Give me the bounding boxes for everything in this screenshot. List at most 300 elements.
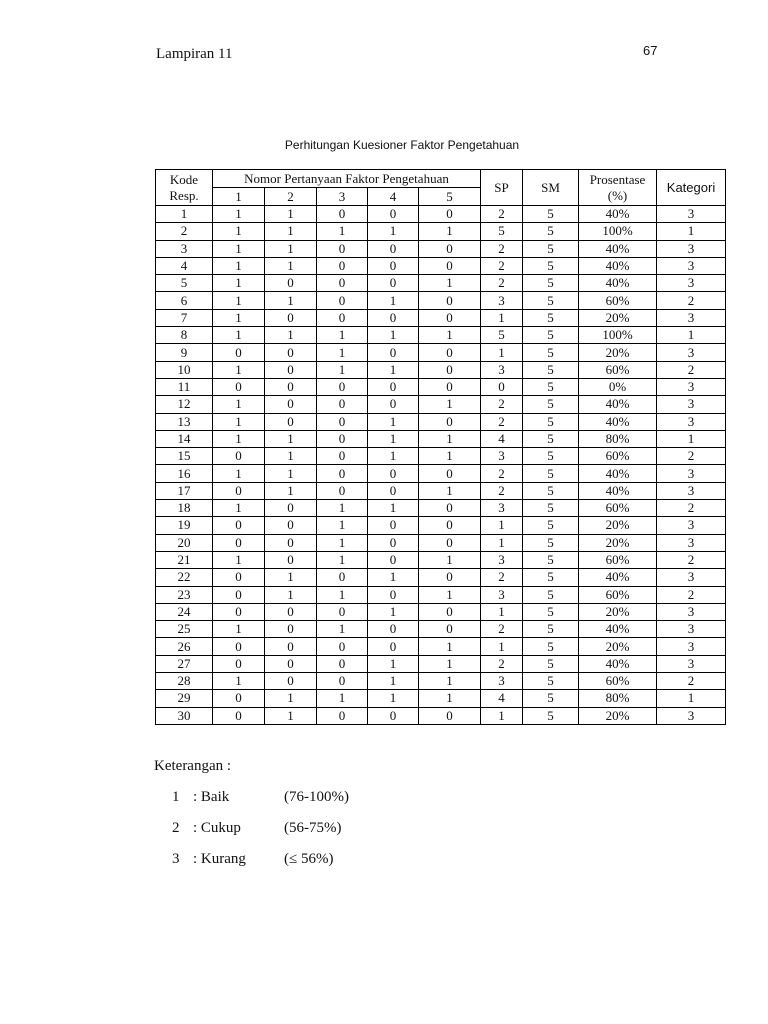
cell-q3: 1: [317, 551, 368, 568]
cell-kode: 1: [156, 206, 213, 223]
cell-prosentase: 20%: [579, 707, 657, 724]
cell-q3: 0: [317, 673, 368, 690]
cell-q2: 0: [265, 534, 317, 551]
table-row: [156, 361, 726, 378]
cell-kategori: 1: [657, 430, 726, 447]
cell-q5: 1: [419, 430, 481, 447]
cell-q4: 1: [368, 673, 419, 690]
cell-sp: 2: [481, 655, 523, 672]
cell-sp: 1: [481, 638, 523, 655]
cell-sm: 5: [523, 534, 579, 551]
cell-q4: 1: [368, 292, 419, 309]
cell-sm: 5: [523, 638, 579, 655]
cell-sm: 5: [523, 517, 579, 534]
cell-sp: 2: [481, 240, 523, 257]
cell-sp: 2: [481, 257, 523, 274]
cell-kode: 20: [156, 534, 213, 551]
cell-prosentase: 40%: [579, 413, 657, 430]
cell-kategori: 3: [657, 275, 726, 292]
table-row: [156, 655, 726, 672]
cell-q4: 0: [368, 465, 419, 482]
cell-q1: 1: [213, 430, 265, 447]
cell-q5: 0: [419, 500, 481, 517]
cell-kategori: 3: [657, 482, 726, 499]
legend-label: : Kurang: [193, 851, 246, 867]
cell-q3: 0: [317, 275, 368, 292]
cell-q2: 0: [265, 275, 317, 292]
cell-prosentase: 60%: [579, 500, 657, 517]
cell-prosentase: 40%: [579, 569, 657, 586]
cell-q5: 1: [419, 396, 481, 413]
cell-q2: 0: [265, 638, 317, 655]
table-row: [156, 638, 726, 655]
cell-q5: 0: [419, 621, 481, 638]
table-row: [156, 551, 726, 568]
table-row: [156, 586, 726, 603]
cell-prosentase: 40%: [579, 396, 657, 413]
cell-kategori: 1: [657, 690, 726, 707]
cell-prosentase: 40%: [579, 257, 657, 274]
cell-prosentase: 20%: [579, 534, 657, 551]
cell-q3: 0: [317, 396, 368, 413]
cell-q4: 0: [368, 378, 419, 395]
cell-sp: 4: [481, 690, 523, 707]
cell-q2: 1: [265, 569, 317, 586]
cell-prosentase: 40%: [579, 621, 657, 638]
cell-q3: 0: [317, 378, 368, 395]
cell-q2: 1: [265, 206, 317, 223]
table-row: [156, 275, 726, 292]
cell-q5: 1: [419, 448, 481, 465]
cell-kategori: 2: [657, 448, 726, 465]
cell-kode: 23: [156, 586, 213, 603]
cell-kode: 16: [156, 465, 213, 482]
cell-q3: 0: [317, 206, 368, 223]
cell-q2: 0: [265, 413, 317, 430]
cell-sm: 5: [523, 309, 579, 326]
cell-sp: 5: [481, 327, 523, 344]
table-row: [156, 569, 726, 586]
cell-q3: 1: [317, 621, 368, 638]
cell-sm: 5: [523, 690, 579, 707]
header-q2: 2: [265, 188, 317, 206]
cell-prosentase: 40%: [579, 275, 657, 292]
cell-q2: 1: [265, 257, 317, 274]
cell-sm: 5: [523, 551, 579, 568]
cell-kategori: 3: [657, 378, 726, 395]
cell-sp: 3: [481, 361, 523, 378]
cell-q4: 0: [368, 257, 419, 274]
cell-q2: 0: [265, 309, 317, 326]
cell-q2: 0: [265, 396, 317, 413]
cell-q3: 0: [317, 569, 368, 586]
cell-kode: 13: [156, 413, 213, 430]
table-row: [156, 327, 726, 344]
cell-q4: 1: [368, 413, 419, 430]
header-kode-line2: Resp.: [169, 187, 199, 203]
cell-q1: 1: [213, 551, 265, 568]
cell-q2: 0: [265, 344, 317, 361]
cell-q2: 1: [265, 292, 317, 309]
cell-prosentase: 60%: [579, 292, 657, 309]
cell-sm: 5: [523, 569, 579, 586]
cell-q4: 0: [368, 240, 419, 257]
cell-sm: 5: [523, 707, 579, 724]
cell-kode: 29: [156, 690, 213, 707]
cell-kategori: 1: [657, 327, 726, 344]
cell-q5: 0: [419, 413, 481, 430]
cell-q4: 0: [368, 206, 419, 223]
cell-kode: 19: [156, 517, 213, 534]
cell-kode: 17: [156, 482, 213, 499]
cell-sm: 5: [523, 500, 579, 517]
cell-q3: 0: [317, 292, 368, 309]
cell-q2: 0: [265, 551, 317, 568]
cell-q1: 1: [213, 327, 265, 344]
cell-kode: 28: [156, 673, 213, 690]
cell-sp: 2: [481, 482, 523, 499]
cell-q2: 1: [265, 586, 317, 603]
cell-q5: 0: [419, 309, 481, 326]
cell-kategori: 3: [657, 569, 726, 586]
cell-q1: 1: [213, 621, 265, 638]
cell-kode: 25: [156, 621, 213, 638]
cell-q5: 1: [419, 327, 481, 344]
cell-q1: 1: [213, 292, 265, 309]
cell-prosentase: 80%: [579, 690, 657, 707]
cell-q5: 0: [419, 517, 481, 534]
cell-sp: 3: [481, 586, 523, 603]
cell-q1: 1: [213, 361, 265, 378]
cell-sm: 5: [523, 327, 579, 344]
cell-q2: 1: [265, 430, 317, 447]
cell-sm: 5: [523, 448, 579, 465]
cell-q5: 0: [419, 569, 481, 586]
cell-kode: 18: [156, 500, 213, 517]
cell-q4: 1: [368, 361, 419, 378]
legend-range: (76-100%): [284, 789, 349, 805]
cell-q2: 1: [265, 240, 317, 257]
cell-sm: 5: [523, 361, 579, 378]
cell-prosentase: 80%: [579, 430, 657, 447]
cell-q3: 0: [317, 603, 368, 620]
cell-q5: 1: [419, 638, 481, 655]
table-row: [156, 500, 726, 517]
cell-q1: 0: [213, 378, 265, 395]
cell-q3: 1: [317, 690, 368, 707]
table-row: [156, 621, 726, 638]
cell-prosentase: 60%: [579, 551, 657, 568]
cell-q3: 1: [317, 534, 368, 551]
cell-q1: 0: [213, 534, 265, 551]
cell-q4: 1: [368, 569, 419, 586]
cell-q1: 1: [213, 275, 265, 292]
cell-kategori: 2: [657, 361, 726, 378]
cell-q3: 1: [317, 344, 368, 361]
cell-kode: 26: [156, 638, 213, 655]
cell-kategori: 3: [657, 655, 726, 672]
header-q1: 1: [213, 188, 265, 206]
cell-q4: 1: [368, 603, 419, 620]
cell-kategori: 2: [657, 551, 726, 568]
cell-q4: 1: [368, 448, 419, 465]
cell-q1: 0: [213, 655, 265, 672]
cell-kode: 27: [156, 655, 213, 672]
cell-prosentase: 60%: [579, 586, 657, 603]
cell-kategori: 3: [657, 257, 726, 274]
cell-kode: 3: [156, 240, 213, 257]
cell-prosentase: 100%: [579, 327, 657, 344]
appendix-label: Lampiran 11: [156, 46, 233, 62]
cell-kategori: 3: [657, 517, 726, 534]
cell-prosentase: 20%: [579, 603, 657, 620]
cell-kategori: 3: [657, 413, 726, 430]
cell-q4: 1: [368, 430, 419, 447]
cell-kategori: 3: [657, 603, 726, 620]
cell-prosentase: 20%: [579, 517, 657, 534]
cell-q4: 1: [368, 327, 419, 344]
cell-q3: 0: [317, 309, 368, 326]
cell-q2: 1: [265, 223, 317, 240]
cell-q4: 0: [368, 344, 419, 361]
cell-kategori: 3: [657, 309, 726, 326]
cell-sp: 2: [481, 621, 523, 638]
cell-kode: 5: [156, 275, 213, 292]
cell-prosentase: 20%: [579, 309, 657, 326]
cell-kategori: 3: [657, 240, 726, 257]
cell-q1: 1: [213, 240, 265, 257]
header-prosentase: [579, 170, 657, 206]
cell-sp: 2: [481, 396, 523, 413]
cell-kategori: 3: [657, 206, 726, 223]
cell-q1: 0: [213, 638, 265, 655]
cell-prosentase: 40%: [579, 240, 657, 257]
legend-range: (56-75%): [284, 820, 342, 836]
table-row: [156, 690, 726, 707]
cell-q1: 1: [213, 413, 265, 430]
cell-q5: 1: [419, 690, 481, 707]
keterangan-label: Keterangan :: [154, 758, 232, 774]
cell-kode: 12: [156, 396, 213, 413]
cell-q5: 0: [419, 534, 481, 551]
cell-sp: 3: [481, 500, 523, 517]
cell-q5: 1: [419, 551, 481, 568]
table-row: [156, 534, 726, 551]
cell-sm: 5: [523, 257, 579, 274]
cell-q2: 0: [265, 655, 317, 672]
cell-q5: 1: [419, 275, 481, 292]
cell-kode: 24: [156, 603, 213, 620]
cell-q1: 1: [213, 500, 265, 517]
cell-q1: 0: [213, 482, 265, 499]
cell-q3: 1: [317, 223, 368, 240]
cell-sm: 5: [523, 275, 579, 292]
cell-sm: 5: [523, 206, 579, 223]
cell-prosentase: 40%: [579, 655, 657, 672]
cell-kode: 15: [156, 448, 213, 465]
cell-sm: 5: [523, 344, 579, 361]
cell-sm: 5: [523, 396, 579, 413]
header-q4: 4: [368, 188, 419, 206]
cell-q3: 0: [317, 465, 368, 482]
cell-q1: 1: [213, 673, 265, 690]
table-row: [156, 257, 726, 274]
cell-kode: 2: [156, 223, 213, 240]
header-kode-line1: Kode: [169, 171, 199, 187]
cell-sm: 5: [523, 292, 579, 309]
cell-sm: 5: [523, 621, 579, 638]
cell-q4: 1: [368, 655, 419, 672]
cell-kode: 4: [156, 257, 213, 274]
table-row: [156, 240, 726, 257]
cell-q4: 0: [368, 534, 419, 551]
cell-q5: 0: [419, 240, 481, 257]
cell-q4: 0: [368, 621, 419, 638]
table-title: Perhitungan Kuesioner Faktor Pengetahuan: [284, 138, 520, 152]
cell-q3: 0: [317, 707, 368, 724]
cell-q2: 1: [265, 482, 317, 499]
cell-q1: 0: [213, 707, 265, 724]
cell-prosentase: 40%: [579, 465, 657, 482]
cell-q3: 1: [317, 327, 368, 344]
cell-sp: 3: [481, 551, 523, 568]
cell-q2: 1: [265, 448, 317, 465]
cell-q1: 1: [213, 257, 265, 274]
table-row: [156, 673, 726, 690]
cell-q3: 0: [317, 257, 368, 274]
cell-q5: 0: [419, 378, 481, 395]
cell-kode: 10: [156, 361, 213, 378]
cell-sp: 1: [481, 517, 523, 534]
page-number: 67: [643, 43, 658, 58]
cell-q4: 0: [368, 396, 419, 413]
cell-q1: 0: [213, 344, 265, 361]
cell-kode: 14: [156, 430, 213, 447]
cell-q2: 0: [265, 673, 317, 690]
cell-kategori: 2: [657, 586, 726, 603]
cell-sp: 3: [481, 673, 523, 690]
cell-q1: 0: [213, 586, 265, 603]
cell-q4: 0: [368, 275, 419, 292]
cell-sp: 3: [481, 448, 523, 465]
cell-kode: 6: [156, 292, 213, 309]
cell-q4: 1: [368, 223, 419, 240]
questionnaire-table: [155, 169, 726, 725]
cell-q5: 0: [419, 206, 481, 223]
table-row: [156, 344, 726, 361]
table-row: [156, 448, 726, 465]
header-sm: SM: [523, 170, 579, 206]
cell-sp: 4: [481, 430, 523, 447]
cell-sm: 5: [523, 223, 579, 240]
table-row: [156, 413, 726, 430]
header-prosentase-line1: Prosentase: [589, 171, 646, 187]
header-q3: 3: [317, 188, 368, 206]
cell-kategori: 1: [657, 223, 726, 240]
header-nomor-pertanyaan: Nomor Pertanyaan Faktor Pengetahuan: [213, 170, 481, 188]
cell-sp: 1: [481, 534, 523, 551]
cell-q1: 0: [213, 603, 265, 620]
cell-kategori: 3: [657, 707, 726, 724]
cell-q5: 0: [419, 344, 481, 361]
cell-q3: 1: [317, 586, 368, 603]
table-row: [156, 292, 726, 309]
cell-q5: 0: [419, 707, 481, 724]
cell-sp: 1: [481, 603, 523, 620]
cell-q3: 0: [317, 448, 368, 465]
cell-sp: 1: [481, 344, 523, 361]
cell-kategori: 2: [657, 292, 726, 309]
cell-sp: 2: [481, 465, 523, 482]
cell-q1: 1: [213, 206, 265, 223]
cell-q2: 0: [265, 517, 317, 534]
table-row: [156, 430, 726, 447]
cell-q4: 0: [368, 309, 419, 326]
cell-q2: 0: [265, 603, 317, 620]
cell-sm: 5: [523, 465, 579, 482]
cell-prosentase: 20%: [579, 344, 657, 361]
cell-sp: 2: [481, 413, 523, 430]
cell-sm: 5: [523, 655, 579, 672]
legend-range: (≤ 56%): [284, 851, 334, 867]
cell-sp: 1: [481, 309, 523, 326]
cell-q5: 1: [419, 673, 481, 690]
cell-q2: 0: [265, 378, 317, 395]
cell-q1: 1: [213, 309, 265, 326]
cell-q3: 0: [317, 638, 368, 655]
cell-q5: 1: [419, 482, 481, 499]
cell-sm: 5: [523, 482, 579, 499]
cell-prosentase: 60%: [579, 673, 657, 690]
cell-kategori: 3: [657, 638, 726, 655]
cell-kode: 21: [156, 551, 213, 568]
cell-kode: 7: [156, 309, 213, 326]
cell-q5: 1: [419, 586, 481, 603]
cell-sp: 5: [481, 223, 523, 240]
cell-q4: 1: [368, 690, 419, 707]
cell-q3: 0: [317, 430, 368, 447]
cell-q5: 1: [419, 223, 481, 240]
table-row: [156, 378, 726, 395]
cell-sm: 5: [523, 673, 579, 690]
cell-kode: 8: [156, 327, 213, 344]
cell-q3: 0: [317, 482, 368, 499]
cell-q2: 1: [265, 707, 317, 724]
legend-label: : Cukup: [193, 820, 241, 836]
table-row: [156, 309, 726, 326]
cell-kategori: 3: [657, 344, 726, 361]
table-body: [156, 206, 726, 725]
cell-q4: 0: [368, 551, 419, 568]
cell-prosentase: 40%: [579, 206, 657, 223]
cell-q5: 0: [419, 361, 481, 378]
cell-kategori: 3: [657, 534, 726, 551]
cell-prosentase: 20%: [579, 638, 657, 655]
cell-q2: 0: [265, 621, 317, 638]
cell-prosentase: 0%: [579, 378, 657, 395]
cell-q1: 0: [213, 517, 265, 534]
cell-prosentase: 60%: [579, 448, 657, 465]
table-row: [156, 603, 726, 620]
cell-kategori: 2: [657, 500, 726, 517]
cell-q4: 1: [368, 500, 419, 517]
cell-q4: 0: [368, 638, 419, 655]
table-row: [156, 517, 726, 534]
cell-sp: 3: [481, 292, 523, 309]
legend-number: 3: [172, 851, 180, 867]
cell-q5: 0: [419, 292, 481, 309]
cell-sp: 0: [481, 378, 523, 395]
